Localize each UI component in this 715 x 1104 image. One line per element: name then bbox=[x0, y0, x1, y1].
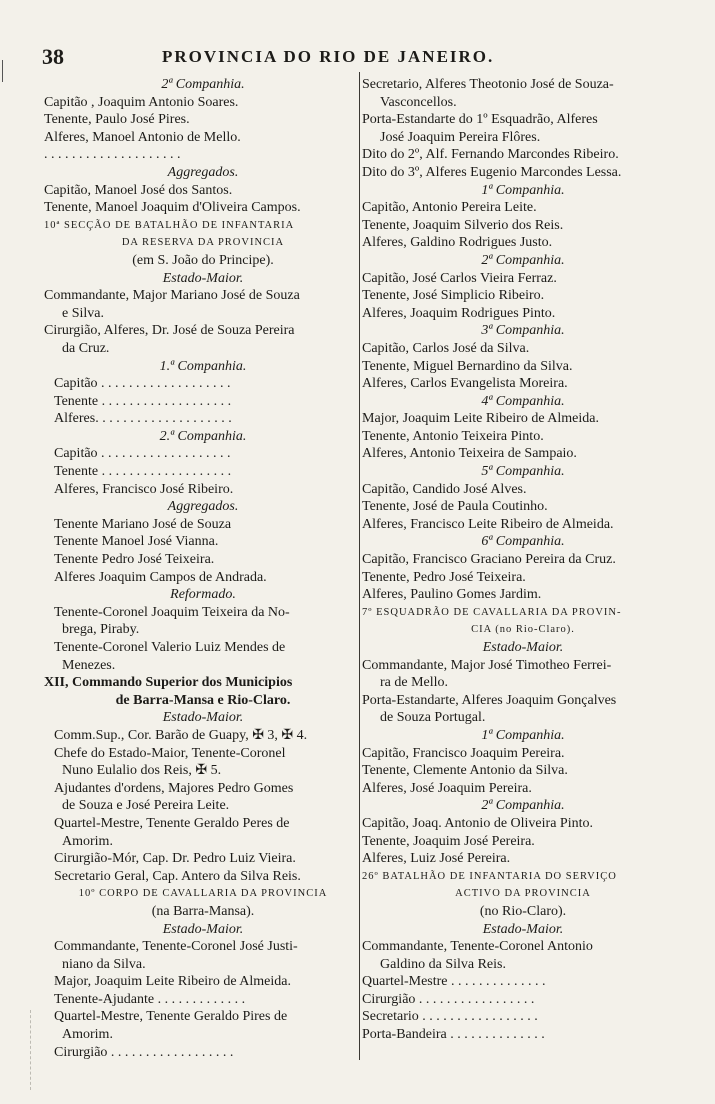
text-line: Capitão, Francisco Graciano Pereira da Cruz. bbox=[362, 552, 616, 568]
text-line: CIA (no Rio-Claro). bbox=[471, 624, 575, 636]
text-line: Secretario, Alferes Theotonio José de Souza- bbox=[362, 77, 614, 92]
text-line: Porta-Bandeira . . . . . . . . . . . . . . bbox=[362, 1027, 545, 1043]
text-line: Alferes, Paulino Gomes Jardim. bbox=[362, 587, 542, 603]
text-line: Nuno Eulalio dos Reis, ✠ 5. bbox=[62, 763, 222, 779]
text-line: Tenente Mariano José de Souza bbox=[54, 516, 232, 532]
text-line: Commandante, Major José Timotheo Ferrei- bbox=[362, 657, 612, 673]
text-line: de Souza e José Pereira Leite. bbox=[62, 798, 230, 814]
text-line: niano da Silva. bbox=[62, 956, 146, 972]
text-line: Porta-Estandarte, Alferes Joaquim Gonçalves bbox=[362, 692, 617, 708]
text-line: Estado-Maior. bbox=[482, 921, 564, 937]
text-line: Tenente-Coronel Valerio Luiz Mendes de bbox=[54, 640, 286, 655]
page-edge-wear bbox=[0, 1010, 31, 1090]
text-line: Reformado. bbox=[170, 587, 236, 603]
text-line: Capitão, Antonio Pereira Leite. bbox=[362, 200, 537, 216]
text-line: Commandante, Tenente-Coronel Antonio bbox=[362, 939, 593, 955]
text-line: Aggregados. bbox=[167, 499, 239, 515]
text-line: Tenente, Antonio Teixeira Pinto. bbox=[362, 428, 544, 444]
text-line: Estado-Maior. bbox=[162, 270, 244, 286]
text-line: Capitão, Candido José Alves. bbox=[362, 481, 527, 497]
text-line: Capitão . . . . . . . . . . . . . . . . . . . bbox=[54, 376, 231, 392]
text-line: Major, Joaquim Leite Ribeiro de Almeida. bbox=[362, 411, 599, 427]
text-line: da Cruz. bbox=[62, 340, 110, 356]
text-line: Tenente . . . . . . . . . . . . . . . . . . . bbox=[54, 393, 232, 409]
text-line: Tenente, Miguel Bernardino da Silva. bbox=[362, 358, 573, 374]
text-line: (na Barra-Mansa). bbox=[151, 903, 255, 919]
text-line: Tenente Manoel José Vianna. bbox=[54, 534, 219, 550]
text-line: Alferes, Carlos Evangelista Moreira. bbox=[362, 376, 568, 392]
text-line: Cirurgião . . . . . . . . . . . . . . . . . bbox=[362, 991, 535, 1007]
text-line: Alferes. . . . . . . . . . . . . . . . . . . . bbox=[54, 411, 232, 427]
text-line: Tenente-Ajudante . . . . . . . . . . . . . bbox=[54, 991, 246, 1007]
text-line: Estado-Maior. bbox=[162, 921, 244, 937]
text-line: Tenente, José de Paula Coutinho. bbox=[362, 499, 548, 515]
text-line: (no Rio-Claro). bbox=[479, 903, 567, 919]
text-line: Commandante, Major Mariano José de Souza bbox=[44, 288, 300, 304]
text-line: Cirurgião, Alferes, Dr. José de Souza Pereira bbox=[44, 323, 295, 339]
text-line: Capitão, Francisco Joaquim Pereira. bbox=[362, 745, 565, 761]
text-line: Alferes, Joaquim Rodrigues Pinto. bbox=[362, 305, 556, 321]
text-line: 2.ª Companhia. bbox=[159, 428, 247, 444]
text-line: Ajudantes d'ordens, Majores Pedro Gomes bbox=[54, 780, 294, 796]
text-line: Chefe do Estado-Maior, Tenente-Coronel bbox=[54, 745, 286, 761]
text-line: Amorim. bbox=[62, 833, 113, 849]
text-line: Commandante, Tenente-Coronel José Justi- bbox=[54, 939, 298, 955]
text-line: Dito do 3º, Alferes Eugenio Marcondes Lessa. bbox=[362, 164, 622, 180]
text-line: Secretario Geral, Cap. Antero da Silva Reis. bbox=[54, 868, 301, 884]
text-line: Quartel-Mestre, Tenente Geraldo Pires de bbox=[54, 1009, 288, 1025]
text-line: 6ª Companhia. bbox=[481, 534, 565, 550]
text-line: Tenente, Manoel Joaquim d'Oliveira Campos. bbox=[44, 200, 301, 216]
text-line: Comm.Sup., Cor. Barão de Guapy, ✠ 3, ✠ 4. bbox=[54, 727, 308, 743]
text-line: de Barra-Mansa e Rio-Claro. bbox=[115, 692, 291, 708]
text-line: XII, Commando Superior dos Municipios bbox=[44, 675, 293, 691]
text-line: Tenente, Pedro José Teixeira. bbox=[362, 569, 526, 585]
text-line: Capitão, Manoel José dos Santos. bbox=[44, 182, 233, 198]
page-header bbox=[36, 44, 686, 72]
text-line: brega, Piraby. bbox=[62, 622, 140, 638]
text-line: Cirurgião . . . . . . . . . . . . . . . . . . bbox=[54, 1044, 234, 1060]
text-line: 2ª Companhia. bbox=[481, 252, 565, 268]
text-line: ra de Mello. bbox=[380, 675, 449, 691]
text-line: Capitão, Carlos José da Silva. bbox=[362, 340, 530, 356]
text-line: Estado-Maior. bbox=[162, 710, 244, 726]
text-line: Tenente-Coronel Joaquim Teixeira da No- bbox=[54, 604, 290, 620]
text-line: Dito do 2º, Alf. Fernando Marcondes Ribeiro. bbox=[362, 147, 619, 163]
text-line: Capitão , Joaquim Antonio Soares. bbox=[44, 94, 239, 110]
running-title: PROVINCIA DO RIO DE JANEIRO. bbox=[162, 47, 495, 66]
text-line: Alferes, Galdino Rodrigues Justo. bbox=[362, 235, 553, 251]
text-line: Tenente, Paulo José Pires. bbox=[44, 112, 190, 128]
text-line: Alferes, Antonio Teixeira de Sampaio. bbox=[362, 446, 577, 462]
text-line: Alferes, Manoel Antonio de Mello. bbox=[44, 129, 241, 145]
text-line: de Souza Portugal. bbox=[380, 710, 486, 726]
text-line: Alferes, José Joaquim Pereira. bbox=[362, 780, 532, 796]
text-line: José Joaquim Pereira Flôres. bbox=[380, 129, 541, 145]
text-line: 5ª Companhia. bbox=[481, 464, 565, 480]
text-line: DA RESERVA DA PROVINCIA bbox=[121, 237, 285, 249]
text-line: 7º ESQUADRÃO DE CAVALLARIA DA PROVIN- bbox=[362, 606, 622, 618]
text-line: Cirurgião-Mór, Cap. Dr. Pedro Luiz Vieira. bbox=[54, 851, 296, 867]
text-line: 1ª Companhia. bbox=[481, 182, 565, 198]
text-line: 4ª Companhia. bbox=[481, 393, 565, 409]
text-line: Alferes, Luiz José Pereira. bbox=[362, 851, 511, 867]
text-line: Tenente, Joaquim Silverio dos Reis. bbox=[362, 217, 564, 233]
text-line: Porta-Estandarte do 1º Esquadrão, Alferes bbox=[362, 112, 598, 128]
text-line: Galdino da Silva Reis. bbox=[380, 956, 506, 972]
text-line: Alferes Joaquim Campos de Andrada. bbox=[54, 569, 267, 585]
left-column bbox=[44, 76, 362, 1061]
text-line: Aggregados. bbox=[167, 164, 239, 180]
text-line: Tenente, Clemente Antonio da Silva. bbox=[362, 763, 568, 779]
text-line: 26º BATALHÃO DE INFANTARIA DO SERVIÇO bbox=[362, 870, 617, 882]
right-column bbox=[362, 76, 684, 1044]
text-line: Capitão, José Carlos Vieira Ferraz. bbox=[362, 270, 557, 286]
text-line: Amorim. bbox=[62, 1027, 113, 1043]
text-line: Vasconcellos. bbox=[380, 94, 457, 110]
text-line: 3ª Companhia. bbox=[481, 323, 565, 339]
text-line: Alferes, Francisco José Ribeiro. bbox=[54, 481, 234, 497]
text-line: Tenente . . . . . . . . . . . . . . . . . . . bbox=[54, 464, 232, 480]
text-line: . . . . . . . . . . . . . . . . . . . . bbox=[44, 147, 181, 163]
text-line: Secretario . . . . . . . . . . . . . . . . . bbox=[362, 1009, 538, 1025]
text-line: Capitão, Joaq. Antonio de Oliveira Pinto. bbox=[362, 815, 593, 831]
text-line: Tenente, José Simplicio Ribeiro. bbox=[362, 288, 545, 304]
text-line: Capitão . . . . . . . . . . . . . . . . . . . bbox=[54, 446, 231, 462]
text-line: Quartel-Mestre, Tenente Geraldo Peres de bbox=[54, 815, 290, 831]
text-line: 10ª SECÇÃO DE BATALHÃO DE INFANTARIA bbox=[44, 219, 295, 231]
text-line: Tenente Pedro José Teixeira. bbox=[54, 552, 215, 568]
text-line: (em S. João do Principe). bbox=[132, 252, 274, 268]
text-line: Alferes, Francisco Leite Ribeiro de Almeida. bbox=[362, 516, 614, 532]
text-line: Major, Joaquim Leite Ribeiro de Almeida. bbox=[54, 974, 291, 990]
margin-mark bbox=[2, 60, 3, 82]
text-line: Quartel-Mestre . . . . . . . . . . . . . . bbox=[362, 974, 546, 990]
page-number: 38 bbox=[42, 44, 64, 69]
text-line: Menezes. bbox=[62, 657, 116, 673]
text-line: Estado-Maior. bbox=[482, 640, 564, 655]
text-line: 10º CORPO DE CAVALLARIA DA PROVINCIA bbox=[78, 888, 328, 900]
text-line: 2ª Companhia. bbox=[161, 77, 245, 92]
text-line: e Silva. bbox=[62, 305, 104, 321]
text-line: 2ª Companhia. bbox=[481, 798, 565, 814]
text-line: 1ª Companhia. bbox=[481, 727, 565, 743]
text-line: ACTIVO DA PROVINCIA bbox=[455, 888, 591, 900]
text-line: Tenente, Joaquim José Pereira. bbox=[362, 833, 535, 849]
text-line: 1.ª Companhia. bbox=[159, 358, 247, 374]
